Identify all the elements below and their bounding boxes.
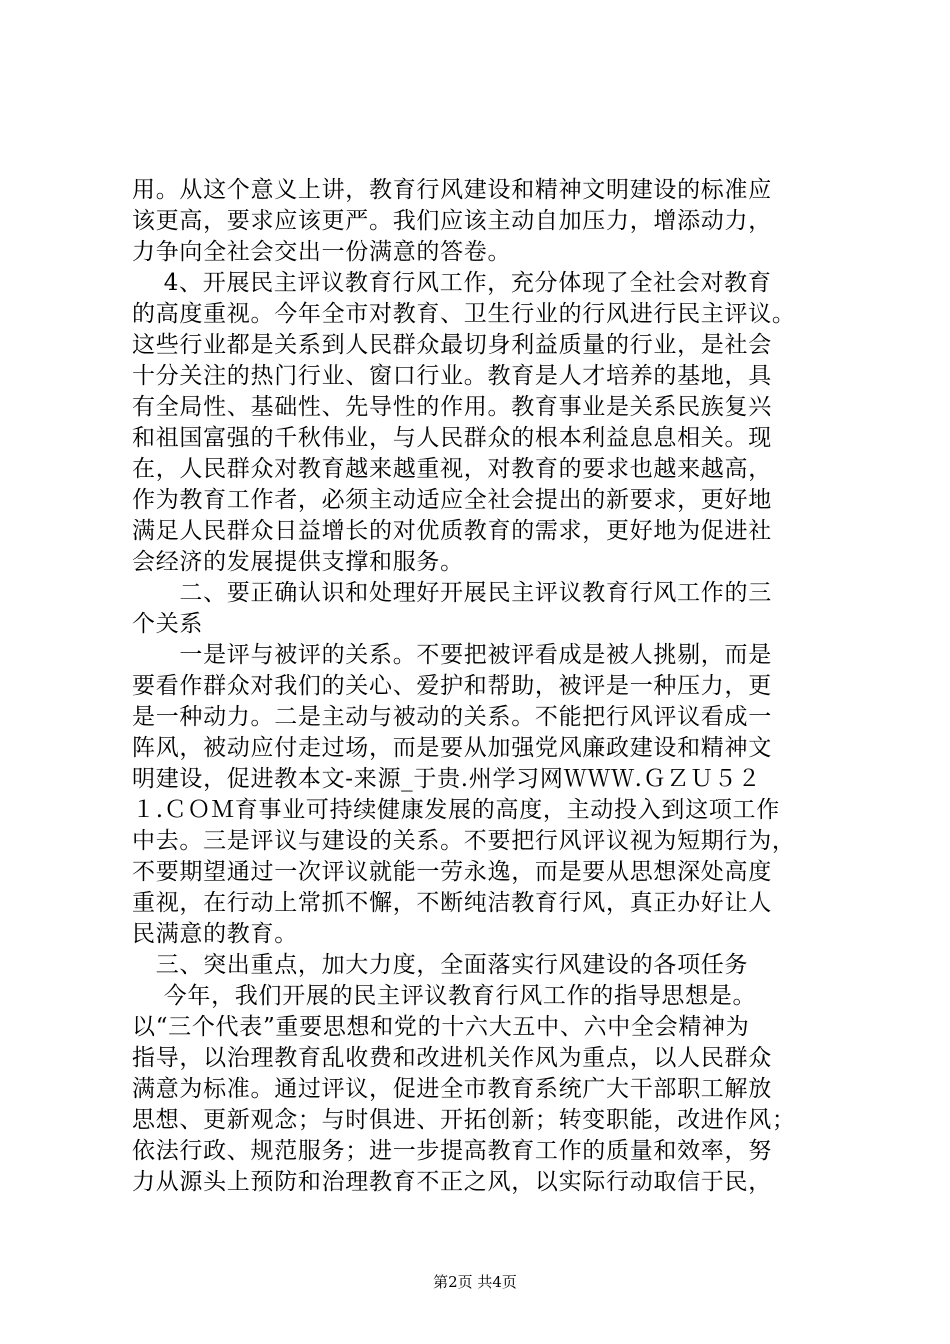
document-body [132, 175, 852, 1198]
text-line: 力从源头上预防和治理教育不正之风，以实际行动取信于民， [132, 1169, 772, 1195]
text-line: 满意为标准。通过评议，促进全市教育系统广大干部职工解放 [132, 1076, 772, 1102]
text-line: 阵风，被动应付走过场，而是要从加强党风廉政建设和精神文 [132, 735, 772, 761]
text-line: 该更高，要求应该更严。我们应该主动自加压力，增添动力， [132, 208, 772, 234]
text-line: 用。从这个意义上讲，教育行风建设和精神文明建设的标准应 [132, 177, 772, 203]
text-line: 个关系 [132, 611, 204, 637]
text-line: 力争向全社会交出一份满意的答卷。 [132, 239, 512, 265]
text-line: 有全局性、基础性、先导性的作用。教育事业是关系民族复兴 [132, 394, 772, 420]
text-line: 在，人民群众对教育越来越重视，对教育的要求也越来越高， [132, 456, 772, 482]
text-line: １.ＣＯＭ育事业可持续健康发展的高度，主动投入到这项工作 [132, 797, 780, 823]
text-line: 明建设，促进教本文-来源_于贵.州学习网ＷＷＷ.ＧＺＵ５２ [132, 766, 762, 792]
text-line: 作为教育工作者，必须主动适应全社会提出的新要求，更好地 [132, 487, 772, 513]
text-line: 重视，在行动上常抓不懈，不断纯洁教育行风，真正办好让人 [132, 890, 772, 916]
text-line: 十分关注的热门行业、窗口行业。教育是人才培养的基地，具 [132, 363, 772, 389]
text-line: 4、开展民主评议教育行风工作，充分体现了全社会对教育 [132, 270, 772, 296]
text-line: 会经济的发展提供支撑和服务。 [132, 549, 464, 575]
text-line: 满足人民群众日益增长的对优质教育的需求，更好地为促进社 [132, 518, 772, 544]
text-line: 依法行政、规范服务；进一步提高教育工作的质量和效率，努 [132, 1138, 772, 1164]
text-line: 以“三个代表”重要思想和党的十六大五中、六中全会精神为 [132, 1014, 750, 1040]
text-line: 今年，我们开展的民主评议教育行风工作的指导思想是。 [132, 983, 757, 1009]
text-line: 的高度重视。今年全市对教育、卫生行业的行风进行民主评议。 [132, 301, 796, 327]
text-line: 指导，以治理教育乱收费和改进机关作风为重点，以人民群众 [132, 1045, 772, 1071]
text-line: 民满意的教育。 [132, 921, 298, 947]
page-footer: 第2页 共4页 [433, 1273, 517, 1291]
text-line: 思想、更新观念；与时俱进、开拓创新；转变职能，改进作风； [132, 1107, 796, 1133]
text-line: 这些行业都是关系到人民群众最切身利益质量的行业，是社会 [132, 332, 772, 358]
text-line: 不要期望通过一次评议就能一劳永逸，而是要从思想深处高度 [132, 859, 772, 885]
text-line: 一是评与被评的关系。不要把被评看成是被人挑剔，而是 [132, 642, 772, 668]
text-line: 和祖国富强的千秋伟业，与人民群众的根本利益息息相关。现 [132, 425, 772, 451]
text-line: 中去。三是评议与建设的关系。不要把行风评议视为短期行为， [132, 828, 796, 854]
text-line: 三、突出重点，加大力度，全面落实行风建设的各项任务 [132, 952, 749, 978]
text-line: 二、要正确认识和处理好开展民主评议教育行风工作的三 [132, 580, 772, 606]
text-line: 是一种动力。二是主动与被动的关系。不能把行风评议看成一 [132, 704, 772, 730]
text-line: 要看作群众对我们的关心、爱护和帮助，被评是一种压力，更 [132, 673, 772, 699]
